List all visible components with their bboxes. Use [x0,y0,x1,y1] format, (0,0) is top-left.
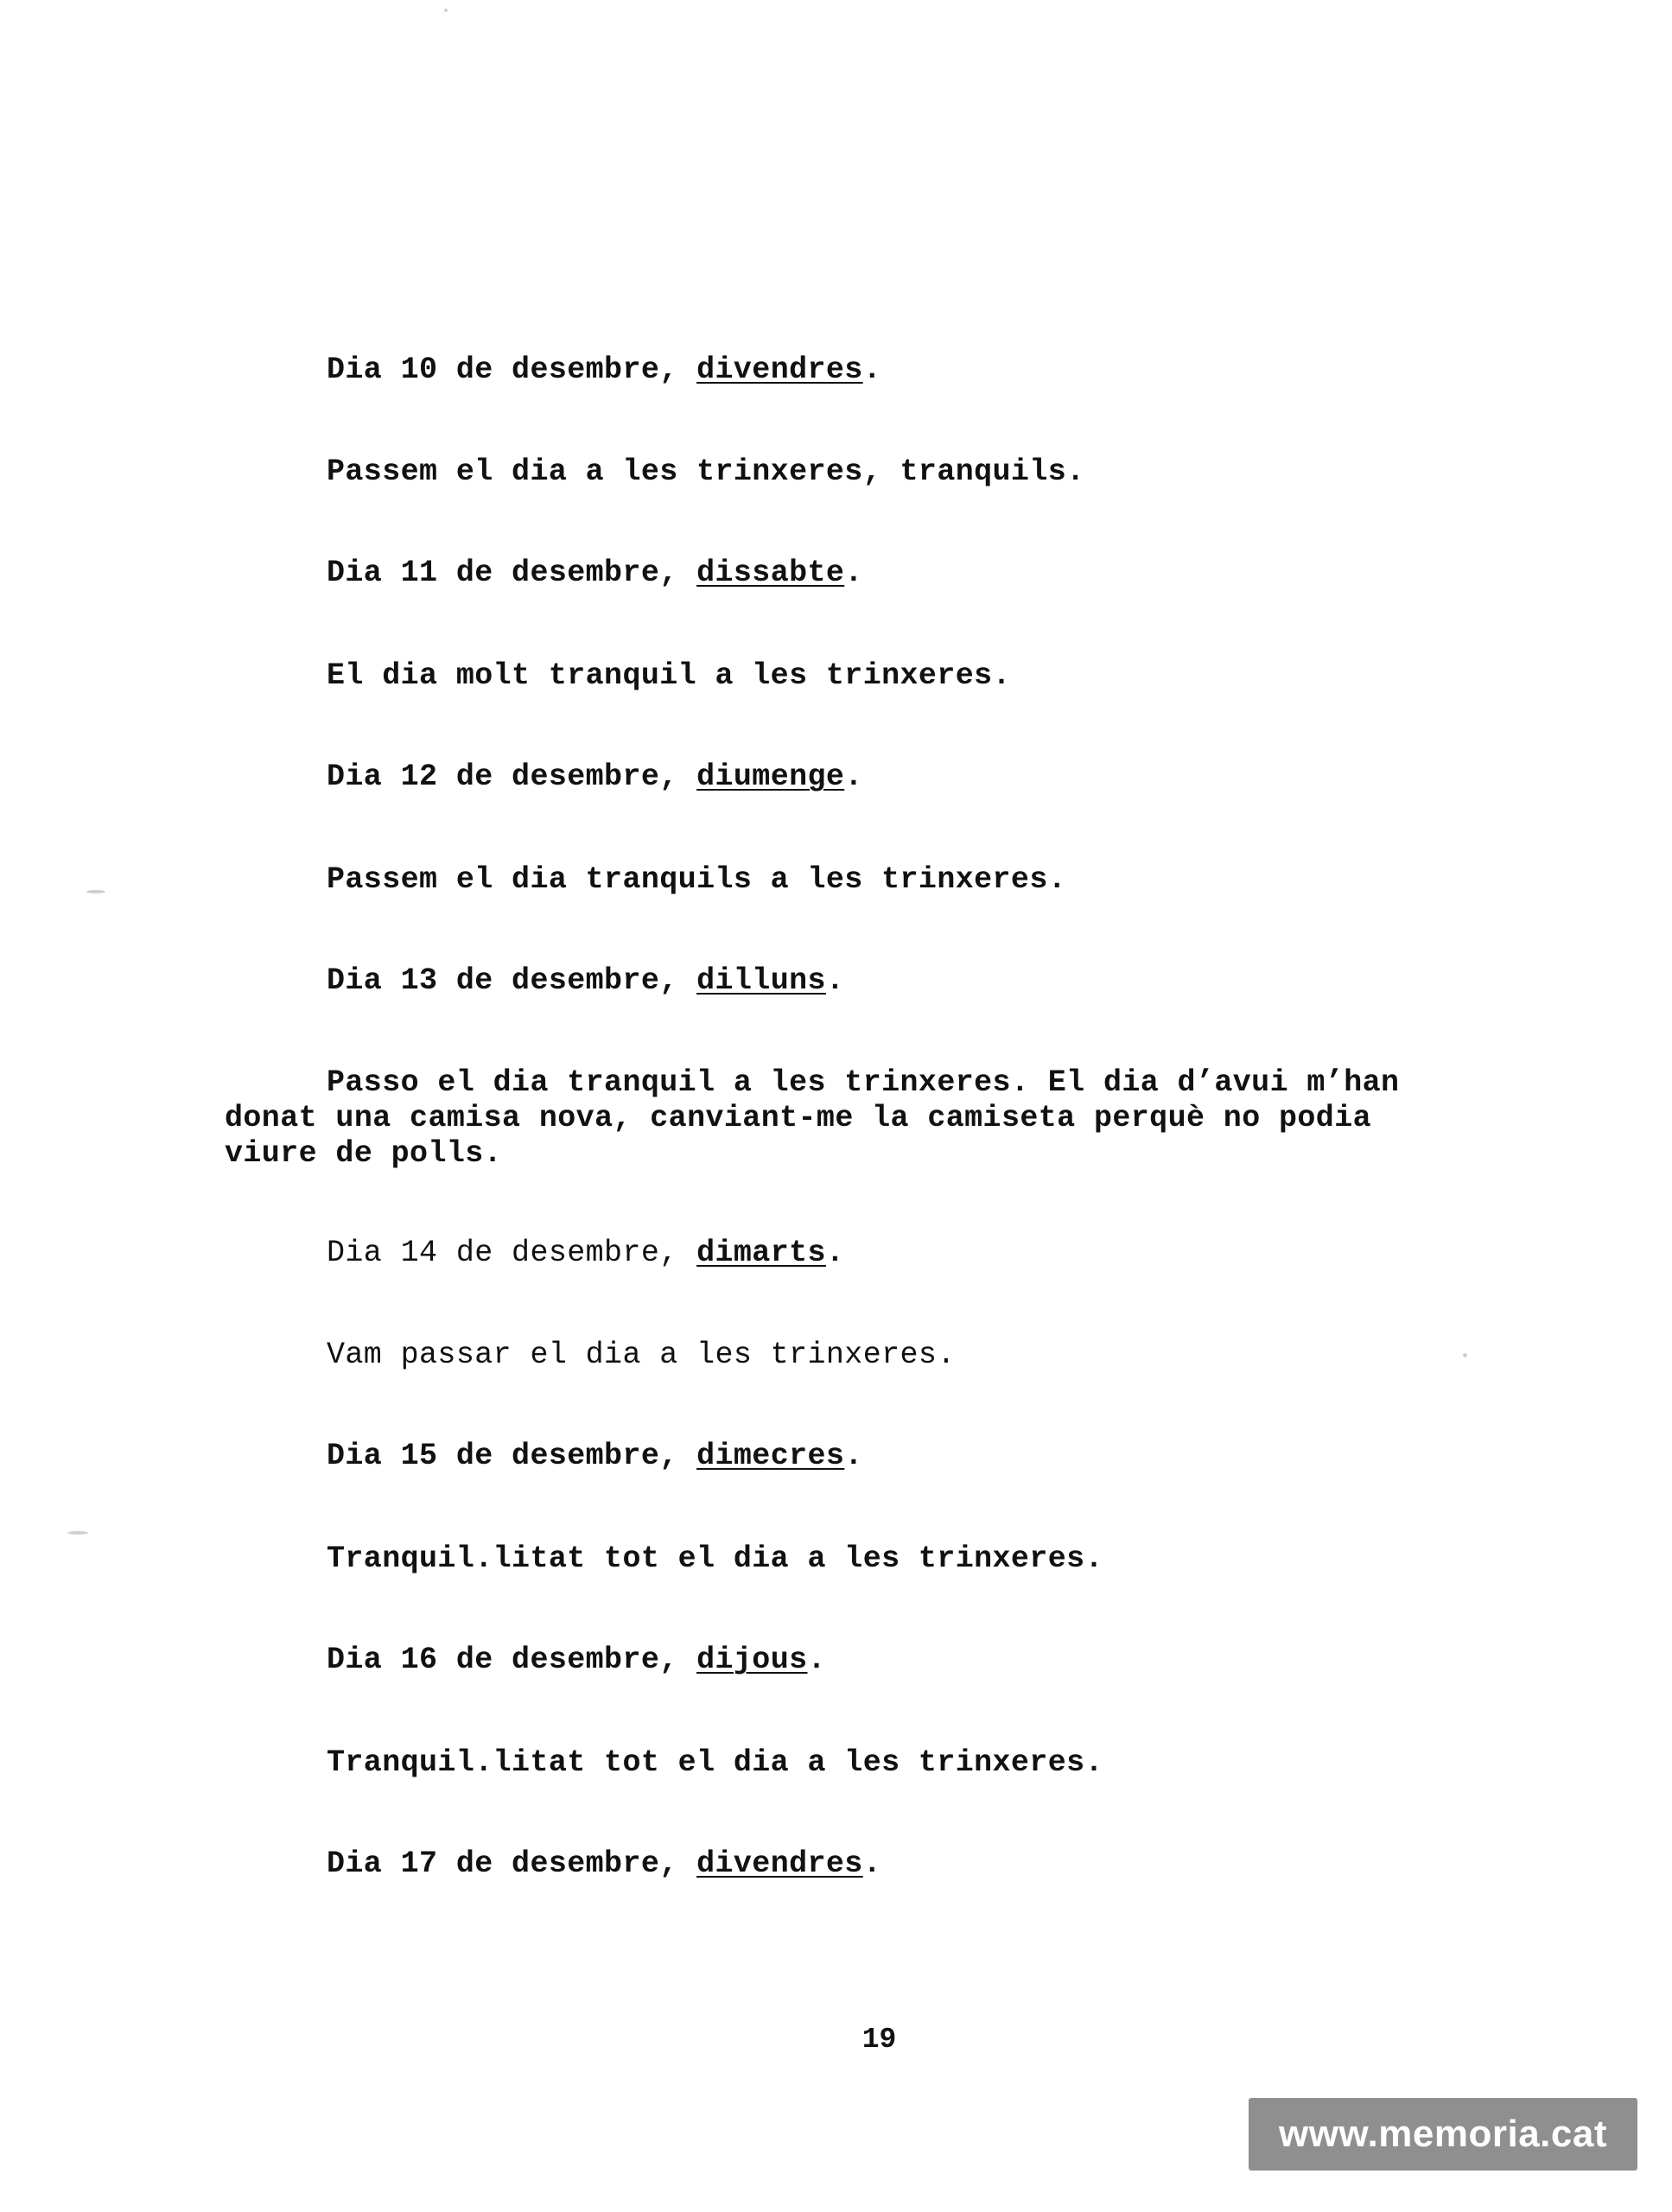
weekday-underlined: dimecres [696,1439,845,1473]
date-heading [327,963,844,998]
date-prefix: Dia 10 de desembre, [327,353,697,387]
weekday-underlined: divendres [696,353,863,387]
date-prefix: Dia 16 de desembre, [327,1643,697,1677]
diary-paragraph [225,1065,1521,1172]
date-suffix: . [844,760,863,794]
date-heading [327,556,863,590]
weekday-underlined: dimarts [696,1236,826,1270]
date-heading [327,1847,881,1881]
scan-speck [444,9,448,12]
date-suffix: . [825,1236,845,1270]
page-number: 19 [861,2024,897,2056]
date-suffix: . [862,1847,882,1881]
paragraph-line: viure de polls. [225,1136,503,1171]
date-prefix: Dia 17 de desembre, [327,1847,697,1881]
scan-speck [1463,1353,1467,1357]
date-prefix: Dia 11 de desembre, [327,556,697,590]
scan-speck [67,1531,88,1535]
date-suffix: . [807,1643,826,1677]
diary-text-line: El dia molt tranquil a les trinxeres. [327,658,1011,693]
weekday-underlined: dijous [696,1643,808,1677]
date-prefix: Dia 13 de desembre, [327,963,697,998]
date-heading [327,353,881,387]
date-prefix: Dia 12 de desembre, [327,760,697,794]
date-suffix: . [862,353,882,387]
paragraph-line: Passo el dia tranquil a les trinxeres. El dia d’avui m’han [327,1065,1400,1100]
weekday-underlined: divendres [696,1847,863,1881]
date-suffix: . [844,1439,863,1473]
date-prefix: Dia 15 de desembre, [327,1439,697,1473]
watermark-link[interactable]: www.memoria.cat [1249,2098,1637,2171]
weekday-underlined: dissabte [696,556,845,590]
date-heading [327,1643,826,1677]
diary-text-line: Tranquil.litat tot el dia a les trinxeres. [327,1541,1103,1576]
paragraph-line: donat una camisa nova, canviant-me la camiseta perquè no podia [225,1101,1372,1135]
weekday-underlined: dilluns [696,963,826,998]
diary-text-line: Passem el dia a les trinxeres, tranquils. [327,454,1085,489]
date-suffix: . [844,556,863,590]
date-heading [327,760,863,794]
diary-text-line: Vam passar el dia a les trinxeres. [327,1338,956,1372]
date-heading [327,1439,863,1473]
date-prefix: Dia 14 de desembre, [327,1236,697,1270]
date-suffix: . [825,963,845,998]
weekday-underlined: diumenge [696,760,845,794]
diary-text-line: Tranquil.litat tot el dia a les trinxeres. [327,1745,1103,1780]
date-heading [327,1236,844,1270]
diary-text-line: Passem el dia tranquils a les trinxeres. [327,862,1067,897]
scan-speck [86,890,105,893]
